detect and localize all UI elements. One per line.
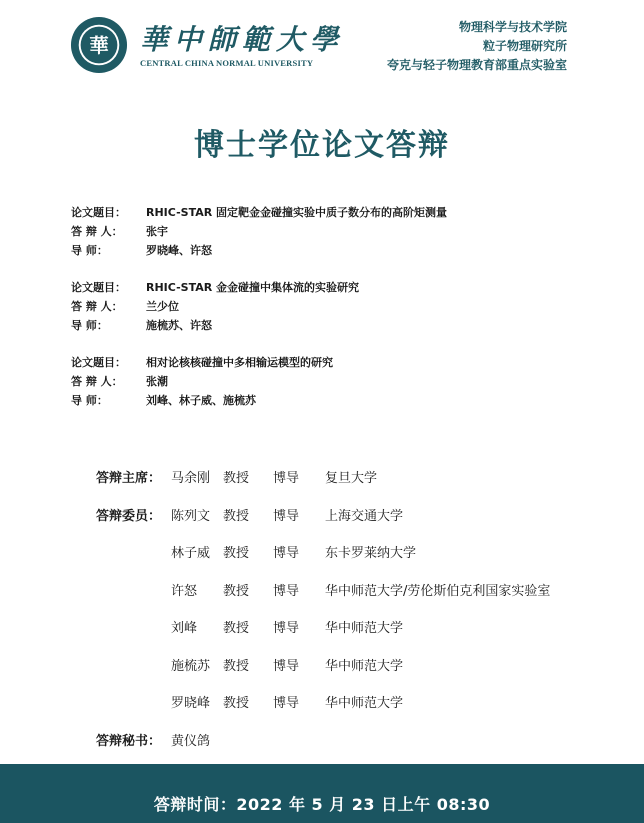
institution-line: 物理科学与技术学院 — [458, 20, 567, 34]
committee-row-member — [96, 608, 616, 646]
advisor-label: 导 师： — [71, 244, 108, 257]
member-institution: 上海交通大学 — [325, 508, 404, 524]
member-degree: 博导 — [273, 583, 300, 599]
secretary-name: 黄仪鸽 — [171, 733, 211, 749]
thesis-topic: 相对论核核碰撞中多相输运模型的研究 — [146, 356, 333, 369]
thesis-entry — [71, 278, 591, 335]
member-institution: 华中师范大学 — [325, 696, 404, 712]
thesis-label: 论文题目： — [71, 206, 126, 219]
member-degree: 博导 — [273, 696, 300, 712]
defense-time: 答辩时间：2022 年 5 月 23 日上午 08:30 — [153, 795, 491, 814]
member-name: 罗晓峰 — [171, 696, 211, 712]
thesis-advisor: 罗晓峰、许怒 — [146, 244, 212, 257]
member-institution: 东卡罗莱纳大学 — [325, 546, 417, 562]
university-name-cn: 華中師範大學 — [140, 23, 345, 56]
page-title: 博士学位论文答辩 — [194, 128, 450, 163]
member-title: 教授 — [223, 546, 250, 562]
thesis-defender: 兰少位 — [146, 300, 179, 313]
chair-label: 答辩主席： — [96, 471, 162, 487]
member-institution: 华中师范大学 — [325, 658, 404, 674]
member-title: 教授 — [223, 621, 250, 637]
header — [0, 0, 644, 90]
footer-bar — [0, 764, 644, 823]
defender-label: 答 辩 人： — [71, 225, 123, 238]
member-name: 林子威 — [171, 546, 211, 562]
thesis-label: 论文题目： — [71, 356, 126, 369]
member-institution: 华中师范大学/劳伦斯伯克利国家实验室 — [325, 583, 551, 599]
member-degree: 博导 — [273, 621, 300, 637]
university-name-en: CENTRAL CHINA NORMAL UNIVERSITY — [140, 58, 314, 68]
thesis-advisor: 施梳苏、许怒 — [146, 319, 212, 332]
member-title: 教授 — [223, 696, 250, 712]
institution-line: 夸克与轻子物理教育部重点实验室 — [386, 58, 567, 72]
member-name: 陈列文 — [171, 508, 211, 524]
defender-label: 答 辩 人： — [71, 375, 123, 388]
committee-row-member — [96, 683, 616, 721]
committee-list — [96, 458, 616, 758]
committee-row-member — [96, 533, 616, 571]
member-title: 教授 — [223, 583, 250, 599]
committee-row-secretary — [96, 721, 616, 759]
member-name: 马余刚 — [171, 471, 211, 487]
member-title: 教授 — [223, 508, 250, 524]
committee-row-member — [96, 496, 616, 534]
institution-list — [387, 18, 567, 75]
secretary-label: 答辩秘书： — [96, 733, 162, 749]
defender-label: 答 辩 人： — [71, 300, 123, 313]
member-degree: 博导 — [273, 471, 300, 487]
member-degree: 博导 — [273, 508, 300, 524]
thesis-topic: RHIC-STAR 固定靶金金碰撞实验中质子数分布的高阶矩测量 — [146, 206, 448, 219]
member-degree: 博导 — [273, 658, 300, 674]
thesis-topic: RHIC-STAR 金金碰撞中集体流的实验研究 — [146, 281, 360, 294]
thesis-defender: 张宇 — [146, 225, 168, 238]
members-label: 答辩委员： — [96, 508, 162, 524]
member-institution: 华中师范大学 — [325, 621, 404, 637]
thesis-entry — [71, 203, 591, 260]
thesis-list — [71, 203, 591, 428]
member-degree: 博导 — [273, 546, 300, 562]
thesis-entry — [71, 353, 591, 410]
institution-line: 粒子物理研究所 — [482, 39, 567, 53]
member-institution: 复旦大学 — [325, 471, 378, 487]
thesis-advisor: 刘峰、林子威、施梳苏 — [146, 394, 256, 407]
university-seal-logo — [70, 16, 128, 74]
advisor-label: 导 师： — [71, 319, 108, 332]
thesis-defender: 张潮 — [146, 375, 168, 388]
svg-text:華: 華 — [89, 33, 109, 57]
member-name: 刘峰 — [171, 621, 198, 637]
advisor-label: 导 师： — [71, 394, 108, 407]
committee-row-member — [96, 646, 616, 684]
member-title: 教授 — [223, 658, 250, 674]
committee-row-chair — [96, 458, 616, 496]
member-name: 许怒 — [171, 583, 198, 599]
committee-row-member — [96, 571, 616, 609]
member-title: 教授 — [223, 471, 250, 487]
member-name: 施梳苏 — [171, 658, 211, 674]
thesis-label: 论文题目： — [71, 281, 126, 294]
